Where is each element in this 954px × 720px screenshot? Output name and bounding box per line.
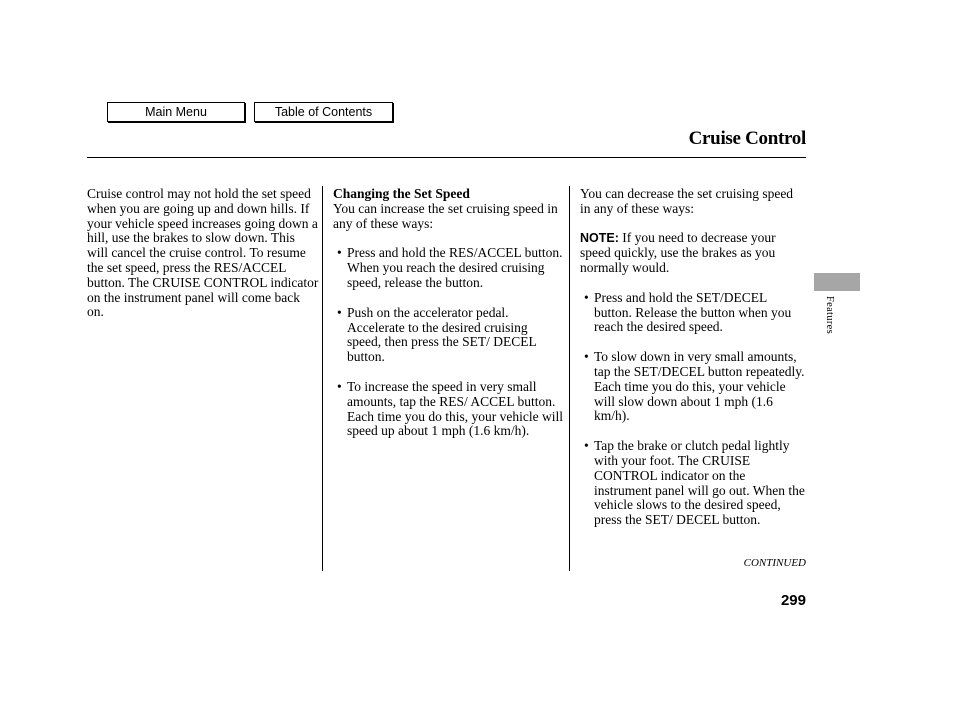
list-item: • Tap the brake or clutch pedal lightly with your foot. The CRUISE CONTROL indicator on the instrument panel will go out. When the vehicle slows to the desired speed, press the SET/ DECEL button. xyxy=(580,439,806,528)
page-number: 299 xyxy=(780,592,806,609)
section-tab-label: Features xyxy=(824,296,835,334)
section-heading: Changing the Set Speed xyxy=(333,186,470,201)
column-2 xyxy=(333,187,563,454)
column1-paragraph: Cruise control may not hold the set speed when you are going up and down hills. If your vehicle speed increases going down a hill, use the brakes to slow down. This will cancel the cruise control. To resume the set speed, press the RES/ACCEL button. The CRUISE CONTROL indicator on the instrument panel will come back on. xyxy=(87,186,319,320)
list-item: • Press and hold the SET/DECEL button. Release the button when you reach the desired speed. xyxy=(580,291,806,335)
list-item: • To slow down in very small amounts, tap the SET/DECEL button repeatedly. Each time you do this, your vehicle will slow down about 1 mph (1.6 km/h). xyxy=(580,350,806,424)
column3-intro: You can decrease the set cruising speed in any of these ways: xyxy=(580,186,794,216)
list-item: • To increase the speed in very small amounts, tap the RES/ ACCEL button. Each time you do this, your vehicle will speed up about 1 mph (1.6 km/h). xyxy=(333,380,563,439)
note-text: If you need to decrease your speed quickly, use the brakes as you normally would. xyxy=(580,230,776,275)
column-1 xyxy=(87,187,319,320)
list-item: • Press and hold the RES/ACCEL button. When you reach the desired cruising speed, release the button. xyxy=(333,246,563,290)
table-of-contents-button[interactable]: Table of Contents xyxy=(254,102,393,122)
title-divider xyxy=(87,157,806,158)
list-item: • Push on the accelerator pedal. Accelerate to the desired cruising speed, then press the SET/ DECEL button. xyxy=(333,306,563,365)
note-label: NOTE: xyxy=(580,231,619,246)
column-3 xyxy=(580,187,806,543)
column-divider-2 xyxy=(569,186,570,571)
continued-label: CONTINUED xyxy=(743,557,806,569)
note-paragraph xyxy=(580,231,806,275)
section-tab xyxy=(814,273,860,291)
column-divider-1 xyxy=(322,186,323,571)
main-menu-button[interactable]: Main Menu xyxy=(107,102,245,122)
page-title: Cruise Control xyxy=(688,128,806,149)
increase-speed-list xyxy=(333,246,563,439)
decrease-speed-list xyxy=(580,291,806,528)
column2-intro: You can increase the set cruising speed in any of these ways: xyxy=(333,200,558,231)
